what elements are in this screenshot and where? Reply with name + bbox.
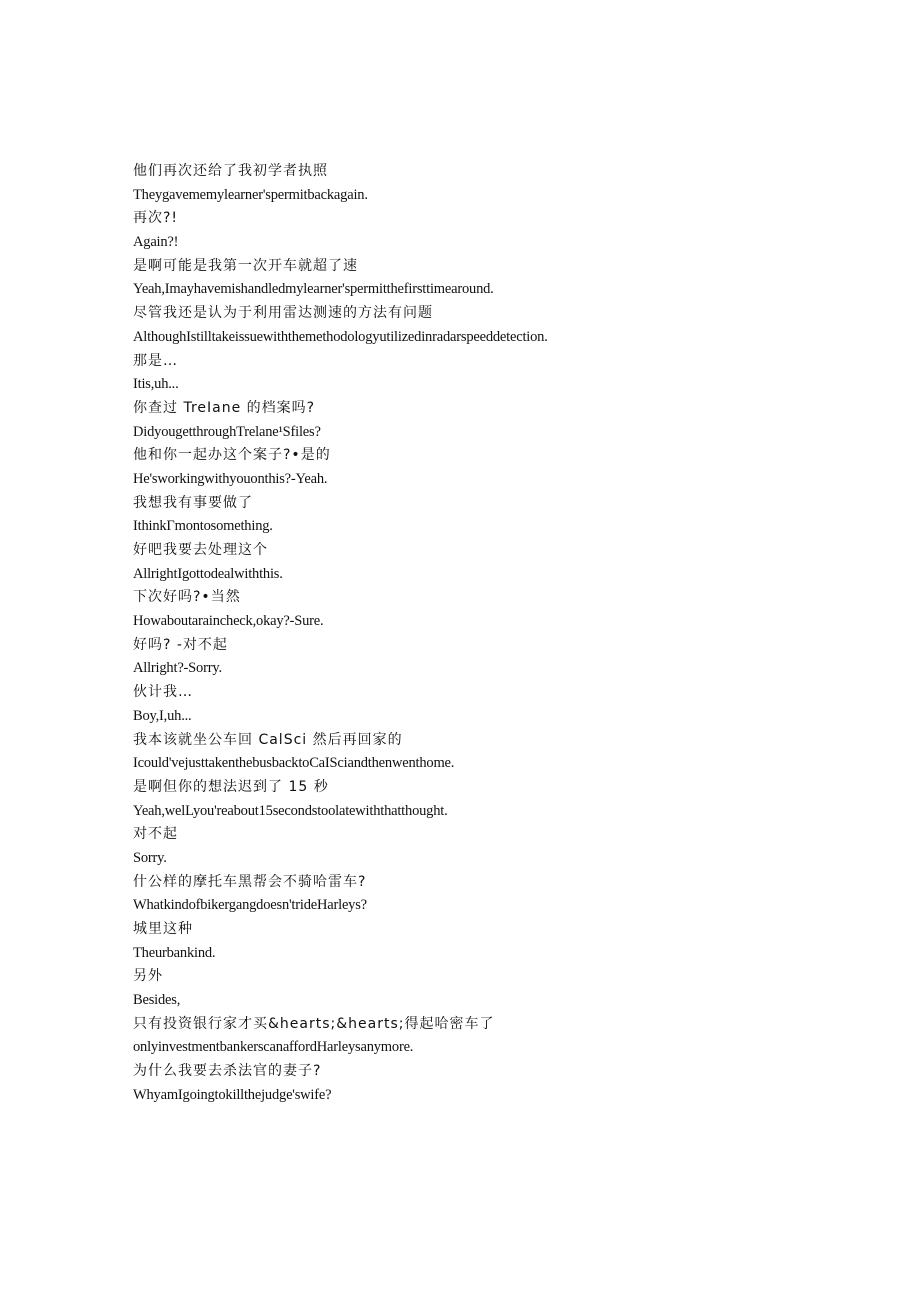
subtitle-line-zh: 另外 xyxy=(133,968,163,985)
subtitle-line-en: Howaboutaraincheck,okay?-Sure. xyxy=(133,613,324,630)
subtitle-line-en: AlthoughIstilltakeissuewiththemethodologyutilizedinradarspeeddetection. xyxy=(133,328,548,345)
subtitle-line-zh: 是啊可能是我第一次开车就超了速 xyxy=(133,257,358,274)
subtitle-line-en: Theurbankind. xyxy=(133,944,216,961)
subtitle-line-zh: 我本该就坐公车回 CalSci 然后再回家的 xyxy=(133,731,403,748)
subtitle-line-zh: 我想我有事要做了 xyxy=(133,494,253,511)
subtitle-line-zh: 下次好吗?•当然 xyxy=(133,589,241,606)
subtitle-line-en: Besides, xyxy=(133,992,181,1009)
subtitle-line-en: Icould'vejusttakenthebusbacktoCaISciandthenwenthome. xyxy=(133,755,455,772)
subtitle-line-zh: 好吗? -对不起 xyxy=(133,636,228,653)
subtitle-line-en: Allright?-Sorry. xyxy=(133,660,222,677)
subtitle-line-en: Yeah,Imayhavemishandledmylearner'spermitthefirsttimearound. xyxy=(133,281,494,298)
subtitle-line-en: Theygavememylearner'spermitbackagain. xyxy=(133,186,368,203)
subtitle-line-en: Whatkindofbikergangdoesn'trideHarleys? xyxy=(133,897,367,914)
subtitle-line-zh: 对不起 xyxy=(133,826,178,843)
subtitle-line-zh: 他们再次还给了我初学者执照 xyxy=(133,163,328,179)
subtitle-line-zh: 你查过 TreIane 的档案吗? xyxy=(133,399,316,416)
subtitle-line-zh: 再次?! xyxy=(133,210,179,227)
subtitle-line-zh: 尽管我还是认为于利用雷达测速的方法有问题 xyxy=(133,305,433,322)
subtitle-line-zh: 伙计我… xyxy=(133,684,193,701)
subtitle-line-en: Again?! xyxy=(133,234,179,251)
subtitle-line-en: Sorry. xyxy=(133,849,167,866)
subtitle-line-en: Boy,I,uh... xyxy=(133,707,192,724)
subtitle-line-en: onlyinvestmentbankerscanaffordHarleysanymore. xyxy=(133,1039,414,1056)
subtitle-line-en: WhyamIgoingtokillthejudge'swife? xyxy=(133,1086,332,1103)
subtitle-line-en: Itis,uh... xyxy=(133,376,179,393)
subtitle-line-en: He'sworkingwithyouonthis?-Yeah. xyxy=(133,470,328,487)
subtitle-transcript xyxy=(133,160,833,1108)
subtitle-line-zh: 他和你一起办这个案子?•是的 xyxy=(133,447,331,464)
subtitle-line-en: IthinkΓmontosomething. xyxy=(133,518,273,535)
subtitle-line-zh: 什公样的摩托车黑帮会不骑哈雷车? xyxy=(133,873,367,890)
subtitle-line-zh: 城里这种 xyxy=(133,921,193,937)
subtitle-line-zh: 只有投资银行家才买&hearts;&hearts;得起哈密车了 xyxy=(133,1015,495,1032)
subtitle-line-en: AllrightIgottodealwiththis. xyxy=(133,565,283,582)
subtitle-line-en: DidyougetthroughTrelane¹Sfiles? xyxy=(133,423,321,440)
subtitle-line-en: Yeah,welLyou'reabout15secondstoolatewiththatthought. xyxy=(133,802,448,819)
subtitle-line-zh: 是啊但你的想法迟到了 15 秒 xyxy=(133,778,329,795)
subtitle-line-zh: 好吧我要去处理这个 xyxy=(133,542,268,558)
subtitle-line-zh: 那是… xyxy=(133,352,178,369)
subtitle-line-zh: 为什么我要去杀法官的妻子? xyxy=(133,1063,322,1080)
